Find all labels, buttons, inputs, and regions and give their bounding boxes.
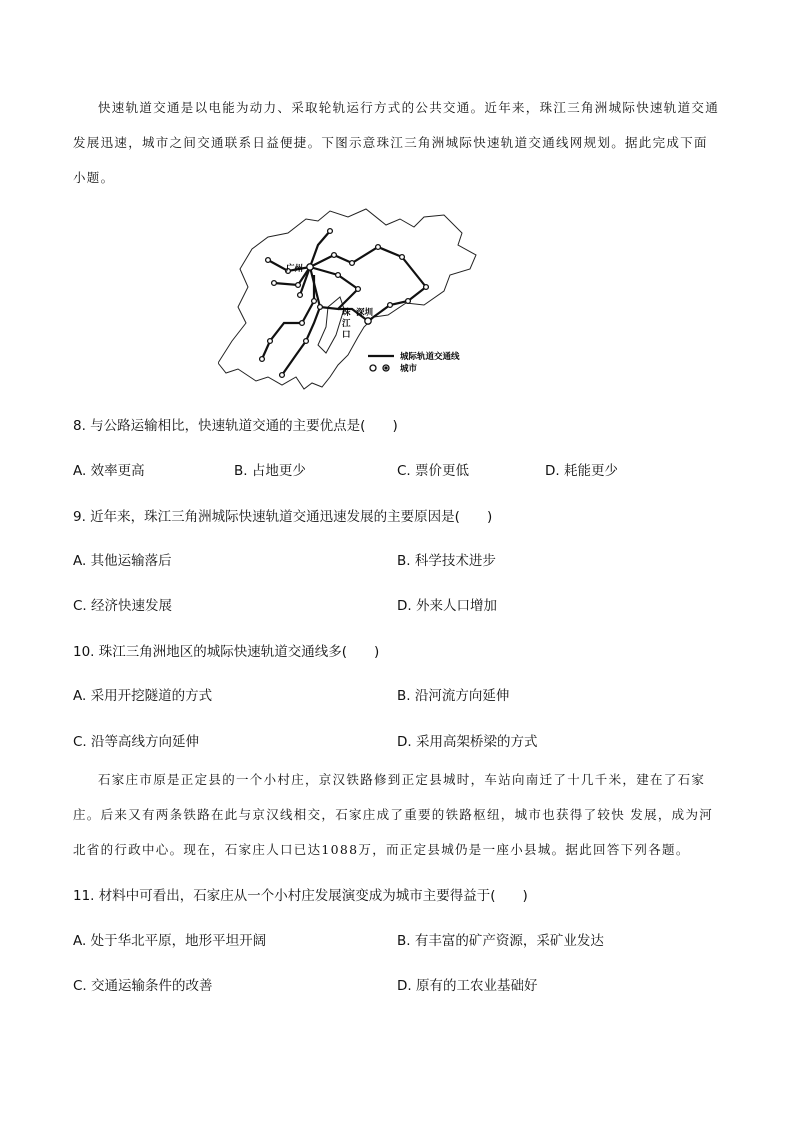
label-zhujiangkou-2: 江 (342, 319, 351, 329)
label-zhujiangkou-3: 口 (342, 330, 351, 340)
question-10-option-d[interactable]: D. 采用高架桥梁的方式 (397, 734, 538, 750)
question-8-option-a[interactable]: A. 效率更高 (73, 463, 145, 479)
question-9-stem: 9. 近年来，珠江三角洲城际快速轨道交通迅速发展的主要原因是( ) (73, 509, 493, 525)
label-zhujiangkou-1: 珠 (342, 308, 351, 318)
legend-city-label: 城市 (400, 364, 418, 374)
question-11-option-a[interactable]: A. 处于华北平原，地形平坦开阔 (73, 933, 267, 949)
question-8-option-b[interactable]: B. 占地更少 (234, 463, 306, 479)
legend-line-label: 城际轨道交通线 (400, 352, 460, 362)
map-svg (218, 205, 518, 395)
question-9-option-b[interactable]: B. 科学技术进步 (397, 553, 496, 569)
question-9-option-a[interactable]: A. 其他运输落后 (73, 553, 172, 569)
question-10-stem: 10. 珠江三角洲地区的城际快速轨道交通线多( ) (73, 644, 380, 660)
question-10-option-c[interactable]: C. 沿等高线方向延伸 (73, 734, 200, 750)
material-paragraph-shijiazhuang: 石家庄市原是正定县的一个小村庄，京汉铁路修到正定县城时，车站向南迁了十几千米，建在了石家庄。后来又有两条铁路在此与京汉线相交，石家庄成了重要的铁路枢纽，城市也获得了较快 发展，成为河北省的行政中心。现在，石家庄人口已达1088万，而正定县城仍是一座小县城。据此回答下列各题。 (73, 772, 714, 857)
material-paragraph-rail: 快速轨道交通是以电能为动力、采取轮轨运行方式的公共交通。近年来，珠江三角洲城际快速轨道交通发展迅速，城市之间交通联系日益便捷。下图示意珠江三角洲城际快速轨道交通线网规划。据此完成下面小题。 (73, 100, 720, 185)
prd-rail-map (218, 205, 518, 395)
question-10-option-a[interactable]: A. 采用开挖隧道的方式 (73, 688, 213, 704)
label-guangzhou: 广州 (286, 264, 304, 274)
question-10-option-b[interactable]: B. 沿河流方向延伸 (397, 688, 510, 704)
question-9-option-d[interactable]: D. 外来人口增加 (397, 598, 497, 614)
question-11-option-d[interactable]: D. 原有的工农业基础好 (397, 978, 538, 994)
question-11-option-c[interactable]: C. 交通运输条件的改善 (73, 978, 213, 994)
question-8-stem: 8. 与公路运输相比，快速轨道交通的主要优点是( ) (73, 418, 398, 434)
question-11-option-b[interactable]: B. 有丰富的矿产资源，采矿业发达 (397, 933, 604, 949)
question-11-stem: 11. 材料中可看出，石家庄从一个小村庄发展演变成为城市主要得益于( ) (73, 888, 528, 904)
question-8-option-d[interactable]: D. 耗能更少 (545, 463, 618, 479)
question-9-option-c[interactable]: C. 经济快速发展 (73, 598, 173, 614)
label-shenzhen: 深圳 (356, 308, 374, 318)
question-8-option-c[interactable]: C. 票价更低 (397, 463, 470, 479)
legend-city-symbol (370, 365, 389, 371)
